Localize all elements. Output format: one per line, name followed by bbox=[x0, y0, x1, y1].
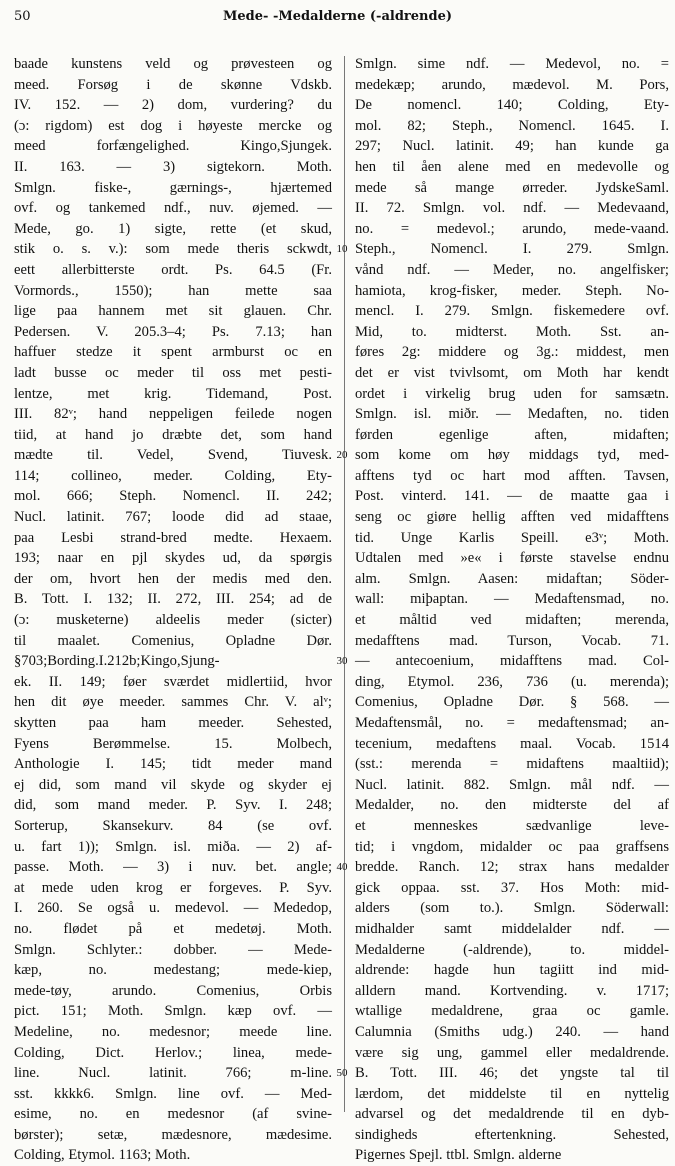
text-line: hen til åen alene med en medevolle og bbox=[355, 158, 669, 175]
text-line: alm. Smlgn. Aasen: midaftan; Söder- bbox=[355, 570, 669, 587]
text-line: passe. Moth. — 3) i nuv. bet. angle; bbox=[14, 859, 332, 876]
right-column bbox=[355, 54, 669, 1164]
running-title: Mede- -Medalderne (-aldrende) bbox=[223, 9, 452, 24]
text-line: Medeline, no. medesnor; meede line. bbox=[14, 1023, 332, 1040]
text-line: Mede, go. 1) sigte, rette (et skud, bbox=[14, 220, 332, 237]
column-divider bbox=[344, 56, 345, 1112]
text-line: Anthologie I. 145; tidt meder mand bbox=[14, 756, 332, 773]
text-line: I. 260. Se også u. medevol. — Mededop, bbox=[14, 900, 332, 917]
text-line: Nucl. latinit. 882. Smlgn. mål ndf. — bbox=[355, 776, 669, 793]
text-line: Smlgn. fiske-, gærnings-, hjærtemed bbox=[14, 179, 332, 196]
text-line: til maalet. Comenius, Opladne Dør. bbox=[14, 632, 332, 649]
text-line: Post. vinterd. 141. — de maatte gaa i bbox=[355, 488, 669, 505]
text-line: mede så mange ørreder. JydskeSaml. bbox=[355, 179, 669, 196]
text-line: Medalder, no. den midterste del af bbox=[355, 797, 669, 814]
text-line: Nucl. latinit. 767; loode did ad staae, bbox=[14, 509, 332, 526]
text-line: lentze, met krig. Tidemand, Post. bbox=[14, 385, 332, 402]
text-line: baade kunstens veld og prøvesteen og bbox=[14, 56, 332, 72]
text-line: ovf. og tankemed ndf., nuv. øjemed. — bbox=[14, 200, 332, 217]
text-line: (ɔ: musketerne) aldeelis meder (sicter) bbox=[14, 612, 332, 629]
line-number: 20 bbox=[336, 449, 348, 462]
text-line: ladt busse oc meder til oss met pesti- bbox=[14, 364, 332, 381]
text-line: Fyens Berømmelse. 15. Molbech, bbox=[14, 735, 332, 752]
text-line: alldern mand. Kortvending. v. 1717; bbox=[355, 982, 669, 999]
line-number: 40 bbox=[336, 861, 348, 874]
text-line: Smlgn. sime ndf. — Medevol, no. = bbox=[355, 56, 669, 72]
text-line: — antecoenium, midafftens mad. Col- bbox=[355, 653, 669, 670]
text-line: tecenium, medaftens maal. Vocab. 1514 bbox=[355, 735, 669, 752]
text-line: hen dit øye meeder. sammes Chr. V. alᵛ; bbox=[14, 694, 332, 711]
text-line: (sst.: merenda = midaftens maaltiid); bbox=[355, 756, 669, 773]
text-line: kæp, no. medestang; mede-kiep, bbox=[14, 962, 332, 979]
text-line: De nomencl. 140; Colding, Ety- bbox=[355, 97, 669, 114]
text-line: II. 72. Smlgn. vol. ndf. — Medevaand, bbox=[355, 200, 669, 217]
text-line: Medalderne (-aldrende), to. middel- bbox=[355, 941, 669, 958]
text-line: ej did, som mand vil skyde og skyder ej bbox=[14, 776, 332, 793]
text-line: no. = medevol.; arundo, mede-vaand. bbox=[355, 220, 669, 237]
text-line: et måltid ved midaften; merenda, bbox=[355, 612, 669, 629]
text-line: børster); setæ, mædesnore, mædesime. bbox=[14, 1126, 332, 1143]
text-line: skytten paa ham meeder. Sehested, bbox=[14, 715, 332, 731]
text-line: det er vist tvivlsomt, om Moth har kendt bbox=[355, 364, 669, 381]
text-line: midhalder samt middelalder ndf. — bbox=[355, 920, 669, 937]
left-column bbox=[14, 54, 332, 1164]
text-line: esime, no. en medesnor (af svine- bbox=[14, 1106, 332, 1123]
text-line: tiid, at hand jo dræbte det, som hand bbox=[14, 426, 332, 443]
text-line: Udtalen med »e« i første stavelse endnu bbox=[355, 550, 669, 567]
text-line: (ɔ: rigdom) est dog i høyeste mercke og bbox=[14, 117, 332, 134]
text-line: mol. 666; Steph. Nomencl. II. 242; bbox=[14, 488, 332, 505]
text-line: B. Tott. I. 132; II. 272, III. 254; ad de bbox=[14, 591, 332, 608]
text-line: tid; i vngdom, midalder oc paa graffsens bbox=[355, 838, 669, 855]
text-line: Calumnia (Smiths udg.) 240. — hand bbox=[355, 1023, 669, 1040]
text-line: mol. 82; Steph., Nomencl. 1645. I. bbox=[355, 117, 669, 134]
text-line: Vormords., 1550); han mette saa bbox=[14, 282, 332, 299]
text-line: 297; Nucl. latinit. 49; han kunde ga bbox=[355, 138, 669, 155]
page-header bbox=[14, 4, 661, 30]
text-line: lærdom, det middelste til en nyttelig bbox=[355, 1085, 669, 1102]
text-line: meed. Forsøg i de skønne Vdskb. bbox=[14, 76, 332, 93]
text-line: 193; naar en pjl skydes ud, da spørgis bbox=[14, 550, 332, 567]
text-line: paa Lesbi strand-bred medte. Hexaem. bbox=[14, 529, 332, 546]
text-line: bredde. Ranch. 12; strax hans medalder bbox=[355, 859, 669, 876]
text-line: medekæp; arundo, mædevol. M. Pors, bbox=[355, 76, 669, 93]
text-line: at mede uden krog er forgeves. P. Syv. bbox=[14, 879, 332, 896]
line-number: 30 bbox=[336, 655, 348, 668]
text-line: mædte til. Vedel, Svend, Tiuvesk. bbox=[14, 447, 332, 464]
text-line: Comenius, Opladne Dør. § 568. — bbox=[355, 694, 669, 711]
text-line: tid. Unge Karlis Speill. e3ᵛ; Moth. bbox=[355, 529, 669, 546]
text-line: u. fart 1)); Smlgn. isl. miða. — 2) af- bbox=[14, 838, 332, 855]
text-line: IV. 152. — 2) dom, vurdering? du bbox=[14, 97, 332, 114]
text-line: advarsel og det medaldrende til en dyb- bbox=[355, 1106, 669, 1123]
text-line: Medaftensmål, no. = medaftensmad; an- bbox=[355, 715, 669, 731]
text-line: afftens tyd oc hart mod afften. Tavsen, bbox=[355, 467, 669, 484]
text-line: wtallige medaldrene, graa oc gamle. bbox=[355, 1003, 669, 1020]
line-number: 10 bbox=[336, 243, 348, 256]
text-line: medafftens mad. Turson, Vocab. 71. bbox=[355, 632, 669, 649]
text-line: førden egenlige aften, midaften; bbox=[355, 426, 669, 443]
text-line: hamiota, krog-fisker, meder. Steph. No- bbox=[355, 282, 669, 299]
text-line: ding, Etymol. 236, 736 (u. merenda); bbox=[355, 673, 669, 690]
text-line: B. Tott. III. 46; det yngste tal til bbox=[355, 1065, 669, 1082]
text-line: sst. kkkk6. Smlgn. line ovf. — Med- bbox=[14, 1085, 332, 1102]
text-line: III. 82ᵛ; hand neppeligen feilede nogen bbox=[14, 406, 332, 423]
text-line: aldrende: hagde hun tagiitt ind mid- bbox=[355, 962, 669, 979]
page-number: 50 bbox=[14, 9, 31, 24]
text-line: vånd ndf. — Meder, no. angelfisker; bbox=[355, 261, 669, 278]
text-line: no. flødet på et medetøj. Moth. bbox=[14, 920, 332, 937]
text-line: Pigernes Spejl. ttbl. Smlgn. alderne bbox=[355, 1147, 562, 1164]
text-line: mede-tøy, arundo. Comenius, Orbis bbox=[14, 982, 332, 999]
text-line: Steph., Nomencl. I. 279. Smlgn. bbox=[355, 241, 669, 258]
text-line: meed forfængelighed. Kingo,Sjungek. bbox=[14, 138, 332, 155]
text-line: Smlgn. Schlyter.: dobber. — Mede- bbox=[14, 941, 332, 958]
text-line: wall: miþaptan. — Medaftensmad, no. bbox=[355, 591, 669, 608]
text-line: §703;Bording.I.212b;Kingo,Sjung- bbox=[14, 653, 220, 670]
text-line: et menneskes sædvanlige leve- bbox=[355, 817, 669, 834]
text-line: Colding, Dict. Herlov.; linea, mede- bbox=[14, 1044, 332, 1061]
text-line: Mid, to. midterst. Moth. Sst. an- bbox=[355, 323, 669, 340]
text-line: føres 2g: middere og 3g.: middest, men bbox=[355, 344, 669, 361]
text-line: Smlgn. isl. miðr. — Medaften, no. tiden bbox=[355, 406, 669, 423]
text-line: 114; collineo, meder. Colding, Ety- bbox=[14, 467, 332, 484]
text-line: Colding, Etymol. 1163; Moth. bbox=[14, 1147, 191, 1164]
text-line: stik o. s. v.): som mede theris sckwdt, bbox=[14, 241, 332, 258]
text-line: som kome om høy middags tyd, med- bbox=[355, 447, 669, 464]
line-number: 50 bbox=[336, 1067, 348, 1080]
text-line: være sig ung, gammel eller medaldrende. bbox=[355, 1044, 669, 1061]
text-line: sindigheds eftertenkning. Sehested, bbox=[355, 1126, 669, 1143]
text-line: alders (som to.). Smlgn. Söderwall: bbox=[355, 900, 669, 917]
text-line: II. 163. — 3) sigtekorn. Moth. bbox=[14, 158, 332, 175]
text-line: gick oppaa. sst. 37. Hos Moth: mid- bbox=[355, 879, 669, 896]
text-line: did, som mand meder. P. Syv. I. 248; bbox=[14, 797, 332, 814]
text-line: mencl. I. 279. Smlgn. fiskemedere ovf. bbox=[355, 303, 669, 320]
text-line: ordet i virkelig brug uden for samsætn. bbox=[355, 385, 669, 402]
text-line: line. Nucl. latinit. 766; m-line. bbox=[14, 1065, 332, 1082]
text-line: eett allerbitterste ordt. Ps. 64.5 (Fr. bbox=[14, 261, 332, 278]
text-line: seng oc giøre hellig afften ved midafftens bbox=[355, 509, 669, 526]
text-line: ek. II. 149; føer sværdet midlertiid, hvor bbox=[14, 673, 332, 690]
text-line: haffuer stedze it spent armburst oc en bbox=[14, 344, 332, 361]
text-line: Pedersen. V. 205.3–4; Ps. 7.13; han bbox=[14, 323, 332, 340]
text-line: der om, hvort hen der medis med den. bbox=[14, 570, 332, 587]
text-line: lige paa hannem met sit glauen. Chr. bbox=[14, 303, 332, 320]
text-line: Sorterup, Skansekurv. 84 (se ovf. bbox=[14, 817, 332, 834]
text-line: pict. 151; Moth. Smlgn. kæp ovf. — bbox=[14, 1003, 332, 1020]
